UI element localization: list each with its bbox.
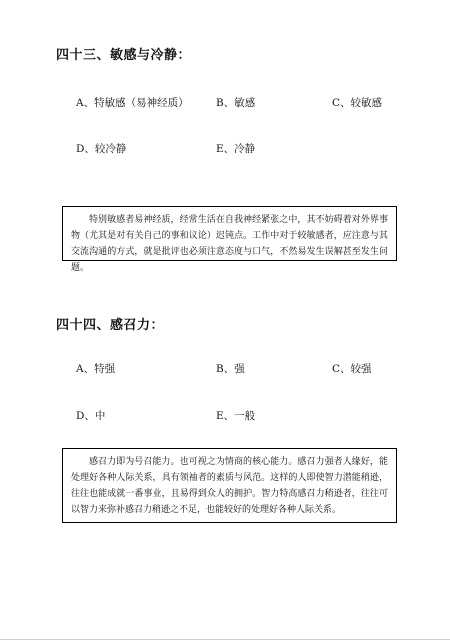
q43-option-a: A、特敏感（易神经质）: [76, 97, 189, 109]
q43-option-c: C、较敏感: [332, 97, 383, 109]
q44-option-e: E、一般: [216, 410, 256, 422]
q43-description-box: [62, 206, 397, 273]
q43-description: 特别敏感者易神经质，经常生活在自我神经紧张之中，其不妨碍着对外界事物（尤其是对有关自己的事和议论）迟钝点。工作中对于较敏感者，应注意与其交流沟通的方式，就是批评也必须注意态度与口气，不然易发生误解甚至发生问题。: [71, 215, 388, 273]
q43-option-d: D、较冷静: [76, 143, 127, 155]
q44-option-b: B、强: [216, 363, 245, 375]
q43-option-b: B、敏感: [216, 97, 256, 109]
q43-option-e: E、冷静: [216, 143, 256, 155]
q44-description: 感召力即为号召能力。也可视之为情商的核心能力。感召力强者人缘好，能处理好各种人际关系，具有领袖者的素质与风范。这样的人即使智力潜能稍逊，往往也能成就一番事业，且易得到众人的拥护。智力特高感召力稍逊者，往往可以智力来弥补感召力稍逊之不足，也能较好的处理好各种人际关系。: [71, 457, 388, 515]
page-bottom-edge: [0, 639, 450, 640]
q44-option-c: C、较强: [332, 363, 372, 375]
q44-option-d: D、中: [76, 410, 106, 422]
q44-title: 四十四、感召力：: [56, 318, 165, 333]
q44-option-a: A、特强: [76, 363, 116, 375]
q43-title: 四十三、敏感与冷静：: [56, 48, 192, 63]
q44-description-box: [62, 448, 397, 523]
